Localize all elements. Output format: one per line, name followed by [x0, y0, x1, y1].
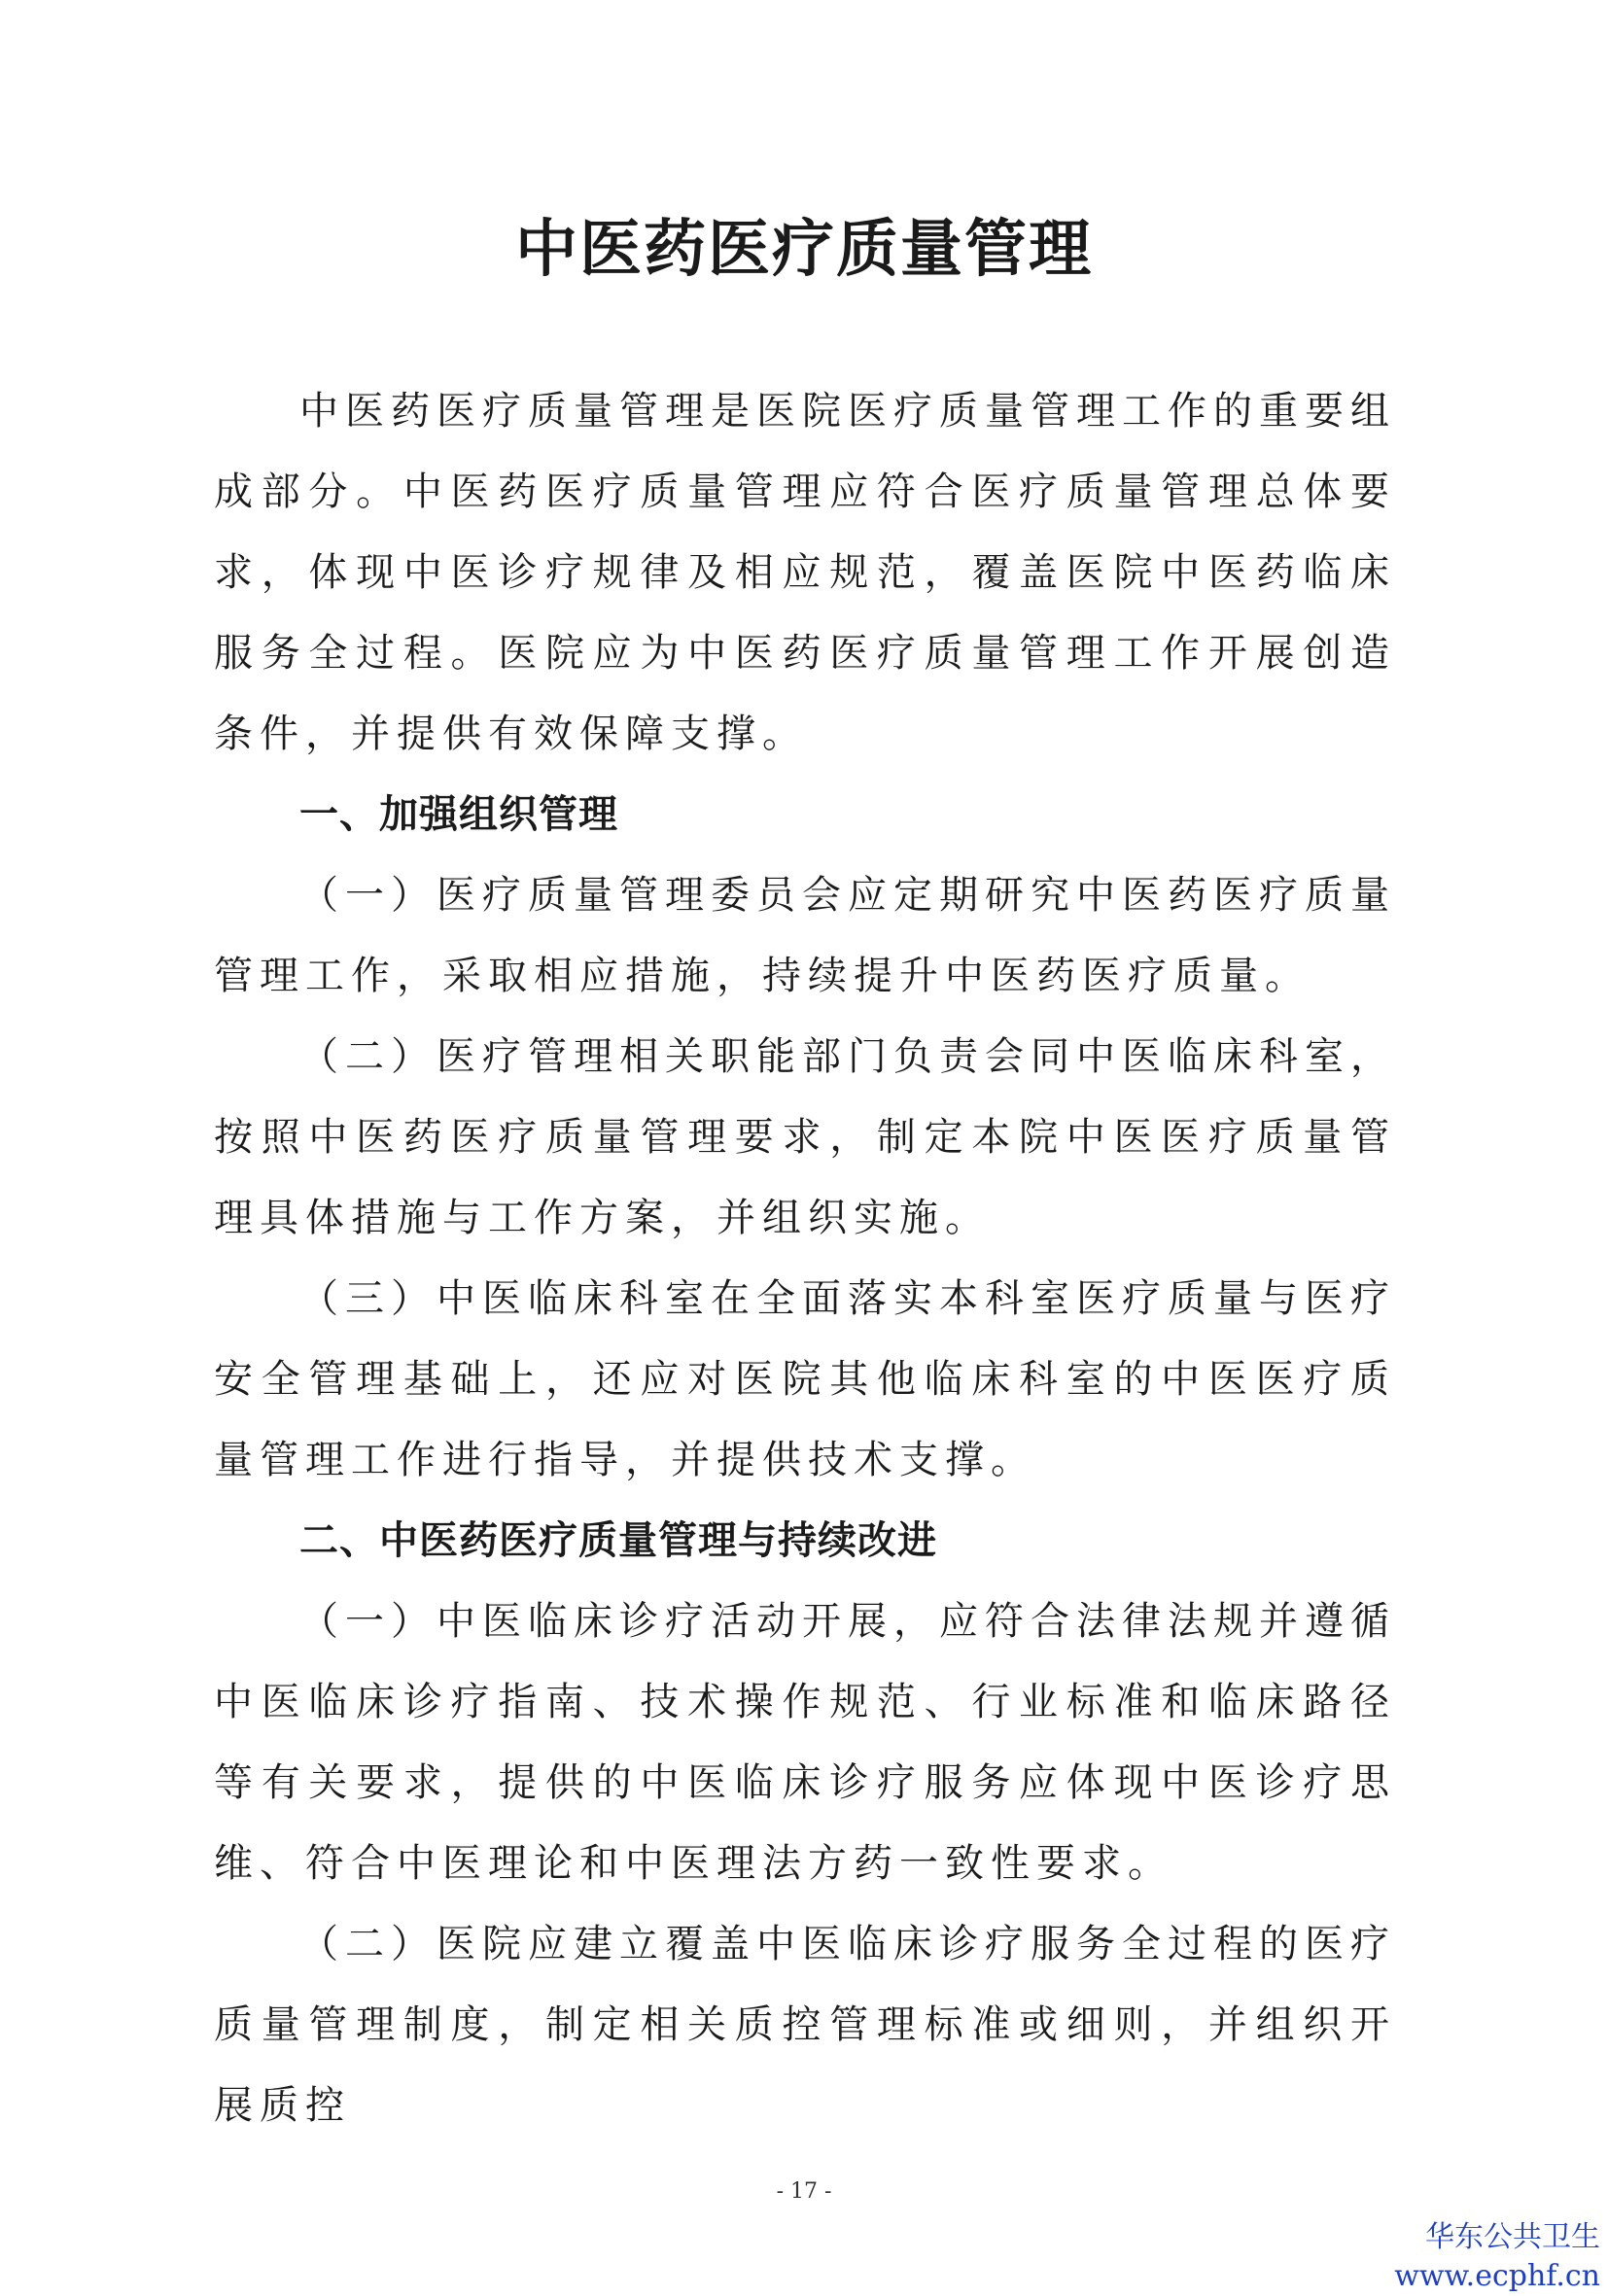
section-2-item-2: （二）医院应建立覆盖中医临床诊疗服务全过程的医疗质量管理制度，制定相关质控管理标准或细则，并组织开展质控 [214, 1922, 1396, 2128]
section-heading-1: 一、加强组织管理 [299, 792, 618, 837]
section-2-item-1: （一）中医临床诊疗活动开展，应符合法律法规并遵循中医临床诊疗指南、技术操作规范、行业标准和临床路径等有关要求，提供的中医临床诊疗服务应体现中医诊疗思维、符合中医理论和中医理法方药一致性要求。 [214, 1599, 1396, 1886]
document-title: 中医药医疗质量管理 [515, 214, 1093, 286]
page-number: - 17 - [776, 2179, 832, 2204]
section-1-item-3: （三）中医临床科室在全面落实本科室医疗质量与医疗安全管理基础上，还应对医院其他临床科室的中医医疗质量管理工作进行指导，并提供技术支撑。 [214, 1276, 1396, 1482]
section-1-item-2: （二）医疗管理相关职能部门负责会同中医临床科室，按照中医药医疗质量管理要求，制定本院中医医疗质量管理具体措施与工作方案，并组织实施。 [214, 1034, 1396, 1240]
intro-paragraph: 中医药医疗质量管理是医院医疗质量管理工作的重要组成部分。中医药医疗质量管理应符合医疗质量管理总体要求，体现中医诊疗规律及相应规范，覆盖医院中医药临床服务全过程。医院应为中医药医疗质量管理工作开展创造条件，并提供有效保障支撑。 [214, 389, 1396, 756]
site-watermark [1394, 2218, 1600, 2296]
section-1-item-1: （一）医疗质量管理委员会应定期研究中医药医疗质量管理工作，采取相应措施，持续提升中医药医疗质量。 [214, 873, 1396, 998]
document-body [214, 371, 1396, 2146]
section-heading-2: 二、中医药医疗质量管理与持续改进 [299, 1518, 937, 1563]
watermark-site-name: 华东公共卫生 [1425, 2220, 1600, 2254]
watermark-url: www.ecphf.cn [1394, 2259, 1600, 2293]
